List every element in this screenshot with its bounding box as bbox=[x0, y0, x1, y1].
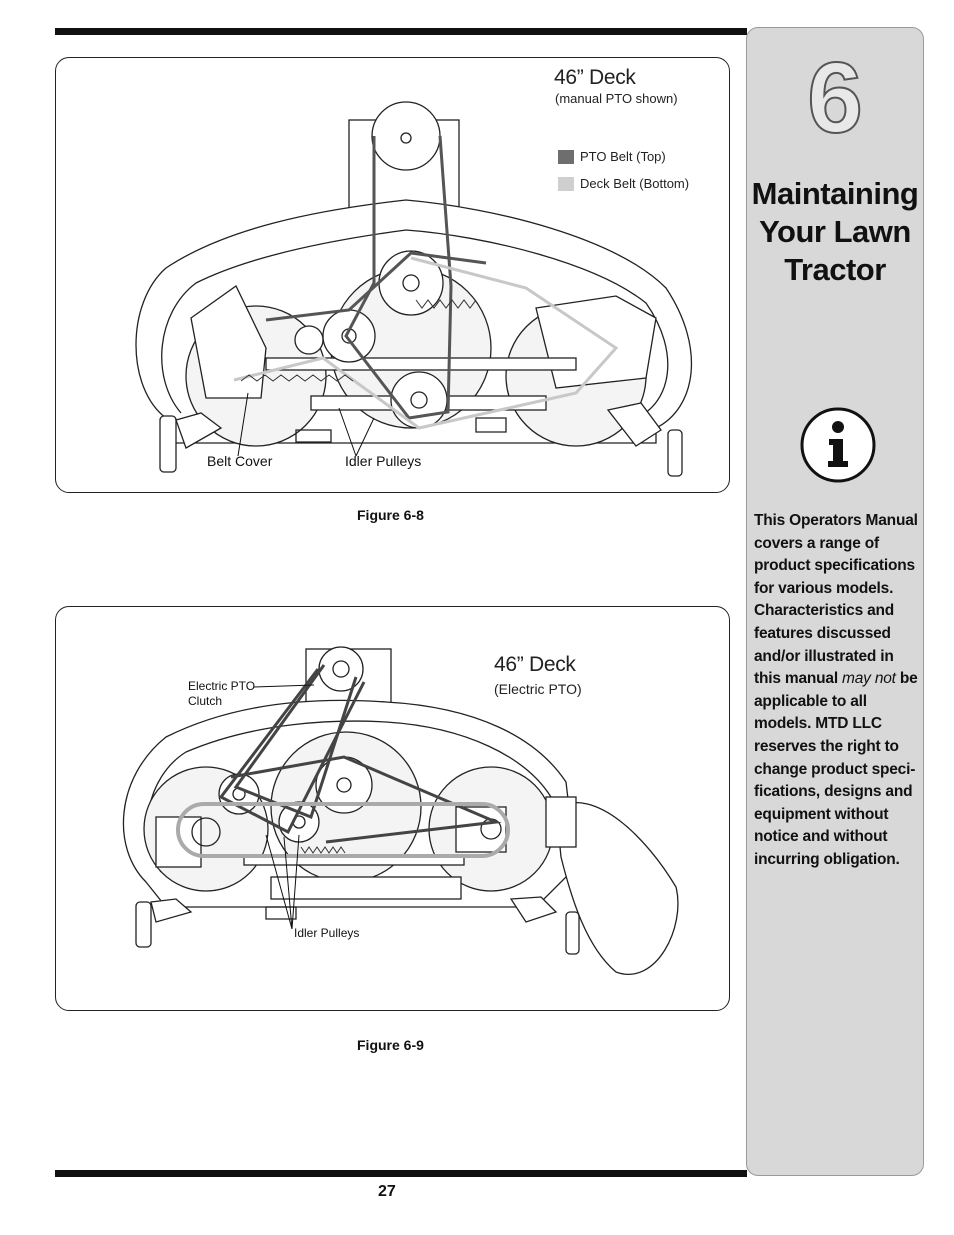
callout-idler-pulleys: Idler Pulleys bbox=[345, 453, 422, 469]
callout-electric-pto-clutch bbox=[188, 679, 255, 709]
figure-6-9-frame bbox=[55, 606, 730, 1011]
figure-6-8-frame bbox=[55, 57, 730, 493]
figure-2-title: 46” Deck bbox=[494, 653, 576, 676]
chapter-title-line1: Maintaining bbox=[751, 176, 919, 211]
info-icon bbox=[798, 405, 878, 485]
chapter-title-line3: Tractor bbox=[784, 252, 886, 287]
note-text-after: be applicable to all models. MTD LLC reserves the right to change product speci-fications, designs and equipment without notice and without incurring obligation. bbox=[754, 670, 918, 868]
legend-pto-belt bbox=[558, 149, 666, 164]
legend-deck-belt bbox=[558, 176, 689, 191]
deck-diagram-manual-pto bbox=[56, 58, 729, 492]
figure-2-subtitle: (Electric PTO) bbox=[494, 681, 582, 697]
top-rule bbox=[55, 28, 747, 35]
figure-6-9-caption: Figure 6-9 bbox=[357, 1037, 424, 1053]
figure-6-8-caption: Figure 6-8 bbox=[357, 507, 424, 523]
chapter-number: 6 bbox=[807, 42, 863, 154]
callout-idler-pulleys-2: Idler Pulleys bbox=[294, 926, 360, 940]
callout-clutch-line1: Electric PTO bbox=[188, 679, 256, 693]
deck-diagram-electric-pto bbox=[56, 607, 729, 1010]
chapter-title-line2: Your Lawn bbox=[759, 214, 911, 249]
bottom-rule bbox=[55, 1170, 747, 1177]
legend-label-pto: PTO Belt (Top) bbox=[580, 149, 666, 164]
chapter-title bbox=[746, 175, 924, 289]
legend-label-deck: Deck Belt (Bottom) bbox=[580, 176, 690, 191]
page-number: 27 bbox=[378, 1183, 396, 1200]
figure-1-title: 46” Deck bbox=[554, 66, 636, 89]
disclaimer-note bbox=[754, 510, 924, 872]
figure-1-subtitle: (manual PTO shown) bbox=[555, 91, 678, 106]
note-text-before: This Operators Manual covers a range of product specifications for various models. Characteristics and features discussed and/or illustrated in this manual bbox=[754, 512, 918, 688]
callout-belt-cover: Belt Cover bbox=[207, 453, 273, 469]
callout-clutch-line2: Clutch bbox=[188, 694, 223, 708]
legend-swatch-pto bbox=[558, 150, 574, 164]
note-text-emphasis: may not bbox=[842, 670, 896, 688]
legend-swatch-deck bbox=[558, 177, 574, 191]
